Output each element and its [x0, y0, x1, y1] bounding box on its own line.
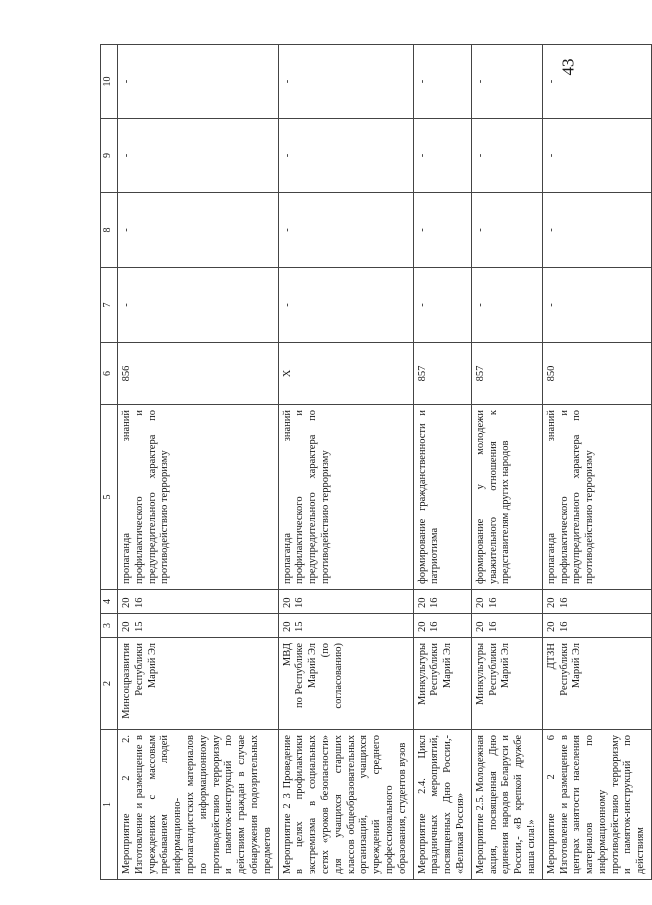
- end-year-cell: 2016: [413, 590, 471, 614]
- value-cell: -: [542, 268, 651, 343]
- value-cell: -: [118, 45, 279, 119]
- table-row: [278, 45, 413, 880]
- value-cell: -: [118, 193, 279, 268]
- activity-cell: Мероприятие 2 6 Изготовление и размещение в центрах занятости населения материалов по информационному противодействию терроризму и памяток-инструкций по действиям: [542, 730, 651, 880]
- start-year-cell: 2016: [542, 614, 651, 638]
- value-cell: -: [413, 45, 471, 119]
- value-cell: -: [542, 193, 651, 268]
- executor-cell: Минкультуры Республики Марий Эл: [413, 638, 471, 730]
- value-cell: -: [413, 193, 471, 268]
- executor-cell: Минкультуры Республики Марий Эл: [471, 638, 542, 730]
- result-cell: пропаганда знаний профилактического и предупредительного характера по противодействию терроризму: [118, 405, 279, 590]
- result-cell: пропаганда знаний профилактического и предупредительного характера по противодействию терроризму: [278, 405, 413, 590]
- value-cell: -: [413, 119, 471, 193]
- end-year-cell: 2016: [118, 590, 279, 614]
- value-cell: -: [542, 45, 651, 119]
- start-year-cell: 2016: [471, 614, 542, 638]
- start-year-cell: 2015: [278, 614, 413, 638]
- value-cell: -: [542, 119, 651, 193]
- column-header: 7: [101, 268, 118, 343]
- code-cell: 857: [413, 343, 471, 405]
- end-year-cell: 2016: [471, 590, 542, 614]
- activity-cell: Мероприятие 2.4. Цикл праздничных мероприятий, посвященных Дню России,- «Великая Россия»: [413, 730, 471, 880]
- table-header-row: [101, 45, 118, 880]
- column-header: 10: [101, 45, 118, 119]
- value-cell: -: [278, 193, 413, 268]
- value-cell: -: [278, 45, 413, 119]
- activity-cell: Мероприятие 2 2. Изготовление и размещение в учреждениях с массовым пребыванием людей информационно-пропагандистских материалов по информационному противодействию терроризму и памяток-инструкций по действиям граждан в случае обнаружения подозрительных предметов: [118, 730, 279, 880]
- column-header: 9: [101, 119, 118, 193]
- program-activities-table: [100, 44, 652, 880]
- end-year-cell: 2016: [278, 590, 413, 614]
- value-cell: -: [471, 45, 542, 119]
- result-cell: формирование у молодежи уважительного отношения к представителям других народов: [471, 405, 542, 590]
- column-header: 3: [101, 614, 118, 638]
- value-cell: -: [471, 193, 542, 268]
- value-cell: -: [118, 119, 279, 193]
- executor-cell: МВД по Республике Марий Эл (по согласованию): [278, 638, 413, 730]
- code-cell: 850: [542, 343, 651, 405]
- value-cell: -: [118, 268, 279, 343]
- code-cell: 857: [471, 343, 542, 405]
- page-number: 43: [558, 58, 578, 76]
- column-header: 2: [101, 638, 118, 730]
- value-cell: -: [413, 268, 471, 343]
- end-year-cell: 2016: [542, 590, 651, 614]
- activity-cell: Мероприятие 2.5. Молодежная акция, посвященная Дню единения народов Беларуси и России,- «В крепкой дружбе наша сила!»: [471, 730, 542, 880]
- code-cell: X: [278, 343, 413, 405]
- table-row: [118, 45, 279, 880]
- column-header: 1: [101, 730, 118, 880]
- value-cell: -: [278, 119, 413, 193]
- code-cell: 856: [118, 343, 279, 405]
- column-header: 8: [101, 193, 118, 268]
- table-row: [542, 45, 651, 880]
- start-year-cell: 2016: [413, 614, 471, 638]
- value-cell: -: [471, 268, 542, 343]
- executor-cell: Минсоцразвития Республики Марий Эл: [118, 638, 279, 730]
- result-cell: формирование гражданственности и патриотизма: [413, 405, 471, 590]
- activity-cell: Мероприятие 2 3 Проведение в целях профилактики экстремизма в социальных сетях «уроков безопасности» для учащихся старших классов общеобразовательных организаций, учащихся учреждений среднего профессионального образования, студентов вузов: [278, 730, 413, 880]
- value-cell: -: [471, 119, 542, 193]
- column-header: 5: [101, 405, 118, 590]
- result-cell: пропаганда знаний профилактического и предупредительного характера по противодействию терроризму: [542, 405, 651, 590]
- program-activities-sheet: [100, 45, 647, 880]
- column-header: 4: [101, 590, 118, 614]
- value-cell: -: [278, 268, 413, 343]
- table-row: [413, 45, 471, 880]
- executor-cell: ДТЗН Республики Марий Эл: [542, 638, 651, 730]
- table-row: [471, 45, 542, 880]
- start-year-cell: 2015: [118, 614, 279, 638]
- column-header: 6: [101, 343, 118, 405]
